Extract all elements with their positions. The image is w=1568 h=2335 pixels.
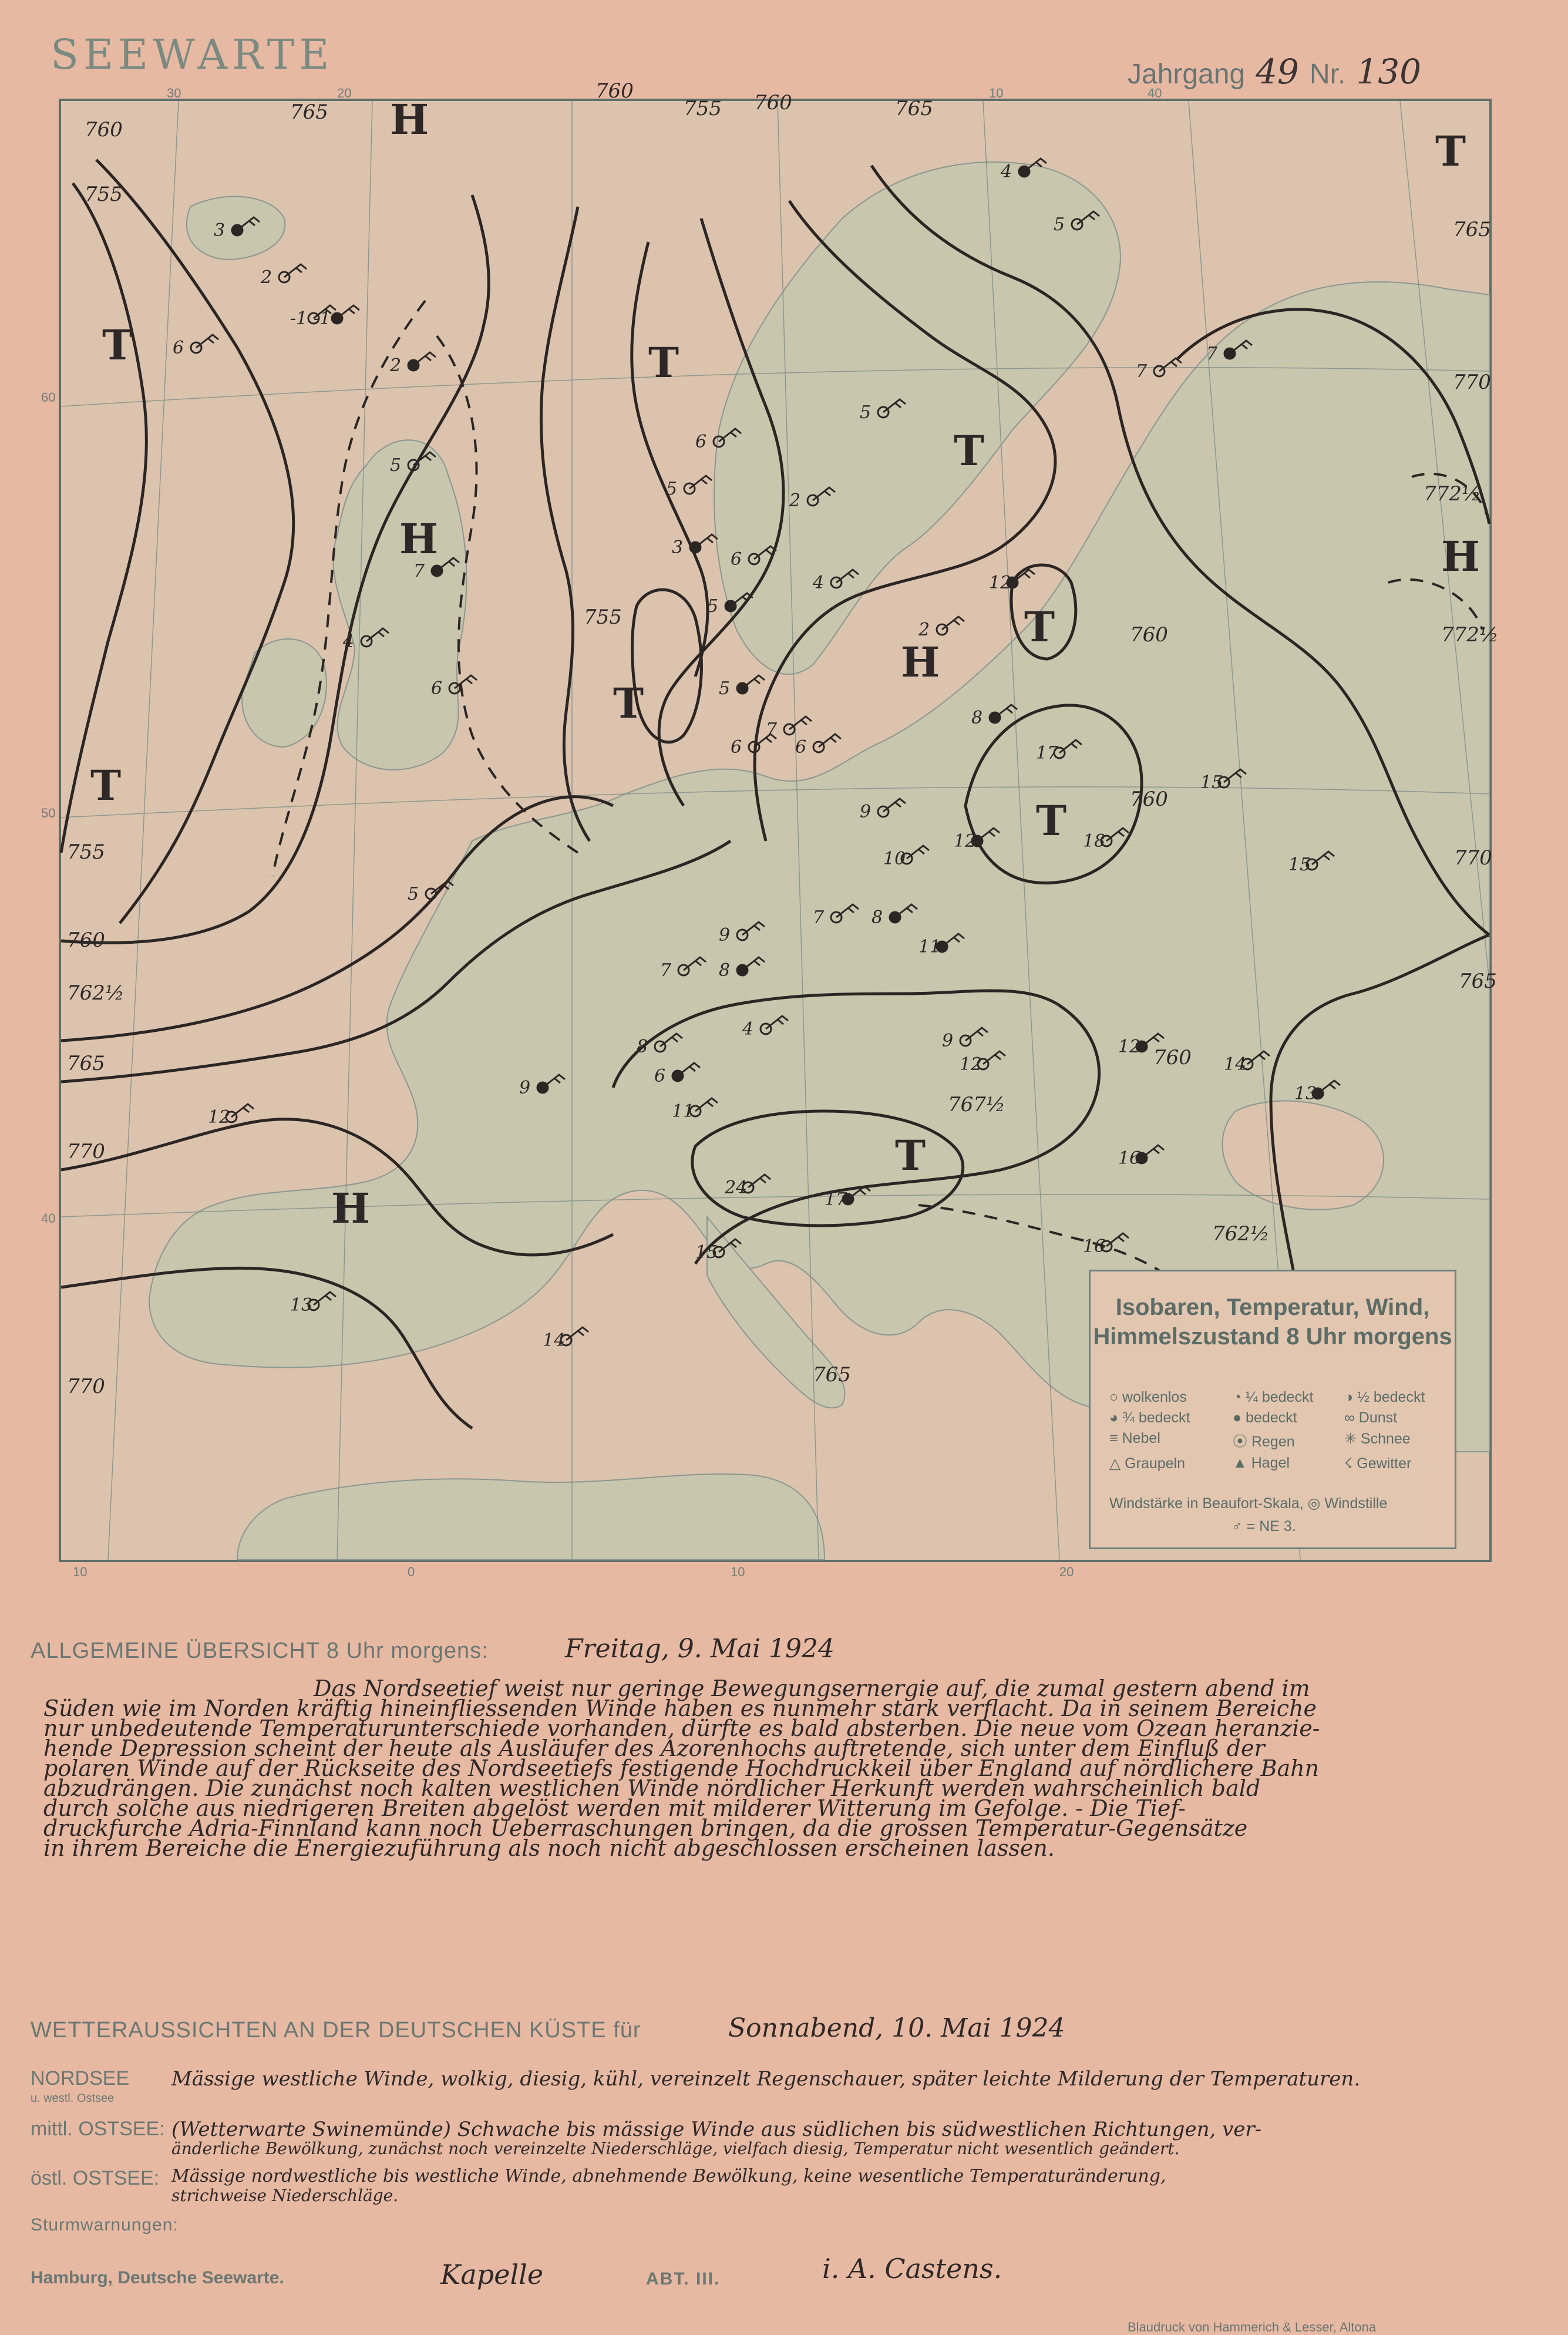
mittl-ostsee-label: mittl. OSTSEE: bbox=[31, 2118, 165, 2140]
overview-line: Das Nordseetief weist nur geringe Bewegungsernergie auf, die zumal gestern abend im bbox=[314, 1675, 1310, 1701]
tick-lon-0: 30 bbox=[167, 86, 181, 100]
station-temperature: 3 bbox=[672, 537, 684, 558]
nordsee-sublabel: u. westl. Ostsee bbox=[31, 2092, 115, 2105]
overview-title: ALLGEMEINE ÜBERSICHT 8 Uhr morgens: bbox=[31, 1638, 489, 1663]
station-temperature: 6 bbox=[173, 338, 184, 358]
nr-value: 130 bbox=[1356, 52, 1422, 92]
station-temperature: 24 bbox=[725, 1177, 748, 1198]
tick-lon-7: 20 bbox=[1059, 1564, 1074, 1579]
station-temperature: 4 bbox=[813, 573, 825, 593]
tick-lat-1: 50 bbox=[41, 806, 56, 820]
pressure-center: T bbox=[1435, 127, 1466, 176]
station-temperature: 8 bbox=[971, 708, 983, 728]
legend-item: ∞ Dunst bbox=[1344, 1409, 1398, 1426]
land-britain bbox=[333, 440, 466, 770]
pressure-center: T bbox=[648, 338, 679, 387]
tick-lon-1: 20 bbox=[337, 86, 352, 100]
station-temperature: 6 bbox=[654, 1066, 666, 1086]
pressure-center: H bbox=[399, 514, 439, 563]
station-temperature: 8 bbox=[637, 1037, 648, 1057]
station-temperature: 5 bbox=[390, 455, 402, 476]
station-temperature: 5 bbox=[1054, 214, 1065, 235]
signature-kapelle: Kapelle bbox=[440, 2259, 544, 2290]
station-temperature: 9 bbox=[942, 1031, 954, 1051]
station-temperature: 7 bbox=[1206, 344, 1218, 364]
station-temperature: 9 bbox=[519, 1078, 531, 1098]
isobar-label: 765 bbox=[67, 1052, 105, 1075]
station-temperature: 12 bbox=[960, 1054, 982, 1075]
legend-title-line-2: Himmelszustand 8 Uhr morgens bbox=[1093, 1324, 1452, 1350]
station-temperature: 5 bbox=[860, 402, 872, 423]
overview-date: Freitag, 9. Mai 1924 bbox=[565, 1634, 835, 1664]
pressure-center: T bbox=[102, 321, 133, 369]
isobar-label: 765 bbox=[895, 97, 933, 120]
weather-map bbox=[41, 79, 1499, 1579]
station-temperature: 2 bbox=[918, 620, 930, 640]
legend-title-line-1: Isobaren, Temperatur, Wind, bbox=[1115, 1294, 1430, 1320]
station-temperature: 12 bbox=[954, 831, 977, 852]
jahrgang-value: 49 bbox=[1256, 52, 1299, 92]
ostl-ostsee-forecast-1: Mässige nordwestliche bis westliche Winde, abnehmende Bewölkung, keine wesentliche Temperaturänderung, bbox=[171, 2166, 1166, 2186]
isobar-label: 770 bbox=[1454, 846, 1492, 870]
legend-item: △ Graupeln bbox=[1109, 1455, 1186, 1472]
legend-item: ○ wolkenlos bbox=[1109, 1389, 1187, 1405]
station-temperature: 2 bbox=[390, 355, 402, 376]
pressure-center: T bbox=[1024, 603, 1055, 651]
isobar-label: 770 bbox=[67, 1140, 105, 1163]
isobar-label: 762½ bbox=[67, 981, 125, 1005]
overview-line: abzudrängen. Die zunächst noch kalten westlichen Winde nördlicher Herkunft werden wahrscheinlich bald bbox=[43, 1775, 1261, 1801]
station-temperature: 15 bbox=[1288, 854, 1311, 875]
station-temperature: 18 bbox=[1083, 831, 1106, 852]
outlook-date: Sonnabend, 10. Mai 1924 bbox=[728, 2013, 1065, 2043]
station-temperature: 3 bbox=[214, 220, 226, 241]
pressure-center: T bbox=[1036, 796, 1067, 845]
station-temperature: 13 bbox=[1294, 1084, 1317, 1104]
isobar-label: 772½ bbox=[1424, 482, 1481, 506]
legend-item: ◕ ¾ bedeckt bbox=[1109, 1409, 1190, 1426]
ostl-ostsee-forecast-2: strichweise Niederschläge. bbox=[171, 2186, 399, 2205]
legend-item: ☇ Gewitter bbox=[1344, 1455, 1412, 1472]
printer-imprint: Blaudruck von Hammerich & Lesser, Altona bbox=[1128, 2320, 1377, 2334]
overview-line: in ihrem Bereiche die Energiezuführung als noch nicht abgeschlossen erscheinen lassen. bbox=[43, 1835, 1055, 1861]
isobar-label: 755 bbox=[85, 183, 123, 206]
isobar-label: 765 bbox=[290, 100, 328, 124]
tick-lat-0: 60 bbox=[41, 390, 56, 405]
legend-item: ✳ Schnee bbox=[1344, 1431, 1411, 1447]
legend-title bbox=[1091, 1293, 1455, 1351]
station-temperature: 6 bbox=[795, 737, 807, 758]
isobar-label: 765 bbox=[1453, 218, 1491, 241]
station-temperature: 5 bbox=[707, 596, 719, 617]
tick-lon-5: 0 bbox=[408, 1564, 415, 1579]
isobar-label: 762½ bbox=[1212, 1222, 1270, 1246]
footer-dept: ABT. III. bbox=[646, 2269, 721, 2289]
station-temperature: 8 bbox=[719, 960, 731, 981]
isobar-label: 755 bbox=[584, 605, 622, 629]
legend-item: ◑ ½ bedeckt bbox=[1344, 1389, 1425, 1405]
mittl-ostsee-forecast-2: änderliche Bewölkung, zunächst noch vereinzelte Niederschläge, vielfach diesig, Temperatur nicht wesentlich geändert. bbox=[171, 2139, 1180, 2158]
isobar-label: 760 bbox=[1153, 1046, 1192, 1069]
station-temperature: 12 bbox=[1118, 1037, 1141, 1057]
isobar-label: 755 bbox=[67, 840, 105, 864]
pressure-center: H bbox=[390, 95, 429, 144]
overview-line: Süden wie im Norden kräftig hineinfliessenden Winde haben es nunmehr stark verflacht. Da in seinem Bereiche bbox=[43, 1695, 1317, 1721]
isobar-label: 767½ bbox=[948, 1093, 1005, 1116]
nordsee-label: NORDSEE bbox=[31, 2067, 130, 2090]
legend-item: ▲ Hagel bbox=[1233, 1455, 1290, 1471]
outlook-title: WETTERAUSSICHTEN AN DER DEUTSCHEN KÜSTE für bbox=[31, 2018, 641, 2043]
issue-info bbox=[1128, 52, 1432, 92]
tick-lon-6: 10 bbox=[731, 1564, 745, 1579]
nordsee-forecast: Mässige westliche Winde, wolkig, diesig, kühl, vereinzelt Regenschauer, später leichte Milderung der Temperaturen. bbox=[171, 2067, 1361, 2091]
isobar-label: 760 bbox=[67, 928, 105, 952]
station-temperature: 9 bbox=[719, 925, 731, 946]
station-temperature: -1 bbox=[314, 308, 331, 329]
station-temperature: 7 bbox=[413, 561, 425, 581]
overview-line: polaren Winde auf der Rückseite des Nordseetiefs festigende Hochdruckkeil über England auf nördlichere Bahn bbox=[43, 1755, 1320, 1781]
overview-text bbox=[43, 1675, 1494, 1861]
pressure-center: T bbox=[613, 679, 644, 728]
pressure-center: T bbox=[954, 426, 985, 475]
overview-line: hende Depression scheint der heute als Ausläufer des Azorenhochs auftretende, sich unter dem Einfluß der bbox=[43, 1735, 1265, 1761]
legend-item: ◔ ¼ bedeckt bbox=[1233, 1389, 1314, 1405]
isobar-label: 760 bbox=[1130, 623, 1168, 647]
pressure-center: H bbox=[331, 1184, 371, 1233]
station-temperature: 12 bbox=[989, 573, 1012, 593]
station-temperature: 4 bbox=[343, 631, 355, 652]
jahrgang-label: Jahrgang bbox=[1128, 59, 1246, 90]
station-temperature: -1 bbox=[290, 308, 308, 329]
nr-label: Nr. bbox=[1309, 59, 1346, 90]
legend-item: ≡ Nebel bbox=[1109, 1430, 1160, 1446]
station-temperature: 6 bbox=[731, 549, 742, 570]
isobar-label: 760 bbox=[595, 79, 634, 103]
station-temperature: 17 bbox=[1036, 743, 1059, 763]
station-temperature: 6 bbox=[695, 432, 707, 452]
legend-item: ● bedeckt bbox=[1233, 1409, 1297, 1426]
isobar-label: 760 bbox=[754, 91, 792, 115]
map-legend bbox=[1089, 1270, 1456, 1549]
station-temperature: 12 bbox=[208, 1107, 231, 1128]
station-temperature: 5 bbox=[666, 479, 678, 499]
tick-lon-4: 10 bbox=[73, 1564, 88, 1579]
station-temperature: 13 bbox=[290, 1295, 313, 1315]
station-temperature: 11 bbox=[672, 1101, 695, 1122]
station-temperature: 7 bbox=[660, 960, 672, 981]
storm-warnings-label: Sturmwarnungen: bbox=[31, 2215, 179, 2235]
station-temperature: 14 bbox=[1224, 1054, 1247, 1075]
station-temperature: 4 bbox=[742, 1019, 754, 1039]
station-temperature: 7 bbox=[813, 907, 825, 928]
station-temperature: 16 bbox=[1118, 1148, 1141, 1169]
masthead-title: SEEWARTE bbox=[51, 31, 334, 79]
isobar-label: 765 bbox=[813, 1363, 851, 1387]
legend-wind-example: ♂ = NE 3. bbox=[1231, 1518, 1296, 1535]
pressure-center: H bbox=[901, 638, 940, 687]
overview-line: durch solche aus niedrigeren Breiten abgelöst werden mit milderer Witterung im Gefolge. - Die Tief- bbox=[43, 1795, 1186, 1821]
station-temperature: 10 bbox=[883, 849, 906, 869]
station-temperature: 16 bbox=[1083, 1236, 1106, 1257]
pressure-center: T bbox=[895, 1131, 926, 1180]
station-temperature: 7 bbox=[766, 719, 778, 740]
station-temperature: 6 bbox=[431, 678, 443, 699]
station-temperature: 5 bbox=[719, 678, 731, 699]
signature-castens: i. A. Castens. bbox=[822, 2253, 1002, 2284]
station-temperature: 2 bbox=[789, 490, 801, 511]
station-temperature: 7 bbox=[1136, 361, 1148, 382]
wind-barb-icon: ♂ bbox=[1231, 1518, 1243, 1535]
tick-lon-3: 40 bbox=[1148, 86, 1162, 100]
station-temperature: 6 bbox=[731, 737, 742, 758]
pressure-center: H bbox=[1441, 532, 1480, 581]
station-temperature: 14 bbox=[543, 1330, 566, 1351]
station-temperature: 4 bbox=[1001, 162, 1012, 182]
footer-place: Hamburg, Deutsche Seewarte. bbox=[31, 2268, 284, 2287]
isobar-label: 765 bbox=[1459, 970, 1497, 993]
isobar-label: 760 bbox=[1130, 788, 1168, 811]
ostl-ostsee-label: östl. OSTSEE: bbox=[31, 2167, 160, 2189]
legend-symbols bbox=[1109, 1389, 1444, 1472]
station-temperature: 8 bbox=[872, 907, 883, 928]
station-temperature: 2 bbox=[261, 267, 272, 288]
legend-wind-scale: Windstärke in Beaufort-Skala, ◎ Windstille bbox=[1109, 1495, 1388, 1512]
overview-line: druckfurche Adria-Finnland kann noch Ueberraschungen bringen, da die grossen Temperatur-Gegensätze bbox=[43, 1815, 1248, 1841]
isobar-label: 760 bbox=[85, 118, 123, 142]
station-temperature: 11 bbox=[918, 937, 941, 957]
tick-lon-2: 10 bbox=[989, 86, 1004, 100]
pressure-center: T bbox=[90, 761, 122, 810]
legend-item: ⦿ Regen bbox=[1233, 1434, 1295, 1450]
station-temperature: 5 bbox=[408, 884, 419, 904]
station-temperature: 15 bbox=[1200, 772, 1223, 793]
station-temperature: 9 bbox=[860, 802, 872, 822]
mittl-ostsee-forecast-1: (Wetterwarte Swinemünde) Schwache bis mässige Winde aus südlichen bis südwestlichen Richtungen, ver- bbox=[171, 2118, 1262, 2141]
isobar-label: 770 bbox=[1453, 371, 1491, 394]
station-temperature: 17 bbox=[825, 1189, 847, 1210]
station-temperature: 15 bbox=[695, 1242, 718, 1263]
isobar-label: 770 bbox=[67, 1375, 105, 1398]
isobar-label: 772½ bbox=[1441, 623, 1499, 647]
overview-line: nur unbedeutende Temperaturunterschiede vorhanden, dürfte es bald absterben. Die neue vom Ozean heranzie- bbox=[43, 1715, 1320, 1741]
isobar-label: 755 bbox=[684, 97, 722, 120]
tick-lat-2: 40 bbox=[41, 1211, 56, 1226]
